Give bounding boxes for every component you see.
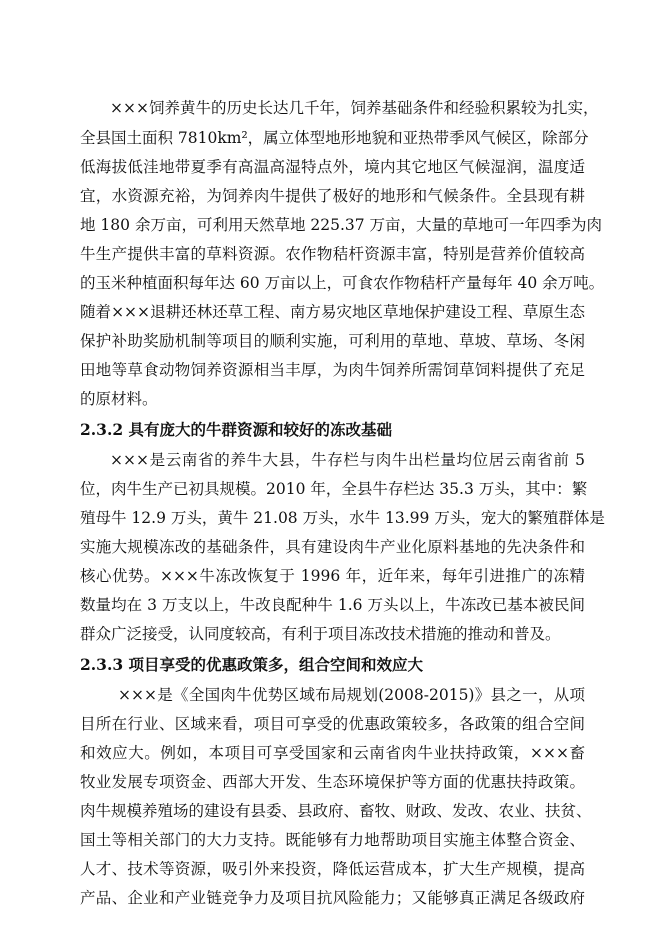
paragraph-line: 低海拔低洼地带夏季有高温高湿特点外，境内其它地区气候湿润，温度适 xyxy=(80,158,585,176)
paragraph-line: 牛生产提供丰富的草料资源。农作物秸杆资源丰富，特别是营养价值较高 xyxy=(80,245,585,263)
paragraph-line: 肉牛规模养殖场的建设有县委、县政府、畜牧、财政、发改、农业、扶贫、 xyxy=(80,802,592,820)
paragraph-line: 国土等相关部门的大力支持。既能够有力地帮助项目实施主体整合资金、 xyxy=(80,831,585,849)
paragraph-line: 的原材料。 xyxy=(80,390,158,408)
paragraph-line: 核心优势。×××牛冻改恢复于 1996 年，近年来，每年引进推广的冻精 xyxy=(80,567,585,585)
paragraph-line: 牧业发展专项资金、西部大开发、生态环境保护等方面的优惠扶持政策。 xyxy=(80,773,585,791)
paragraph-line: 殖母牛 12.9 万头，黄牛 21.08 万头，水牛 13.99 万头，宠大的繁殖群体是 xyxy=(80,509,605,527)
paragraph-line: 数量均在 3 万支以上，牛改良配种牛 1.6 万头以上，牛冻改已基本被民间 xyxy=(80,596,585,614)
paragraph-line: 全县国土面积 7810km²，属立体型地形地貌和亚热带季风气候区，除部分 xyxy=(80,129,589,147)
paragraph-line: 人才、技术等资源，吸引外来投资，降低运营成本，扩大生产规模，提高 xyxy=(80,860,585,878)
paragraph-line: 和效应大。例如，本项目可享受国家和云南省肉牛业扶持政策，×××畜 xyxy=(80,744,585,762)
paragraph-line: 地 180 余万亩，可利用天然草地 225.37 万亩，大量的草地可一年四季为肉 xyxy=(80,216,603,234)
paragraph-line: 田地等草食动物饲养资源相当丰厚，为肉牛饲养所需饲草饲料提供了充足 xyxy=(80,361,585,379)
paragraph-line: 群众广泛接受，认同度较高，有利于项目冻改技术措施的推动和普及。 xyxy=(80,625,561,643)
paragraph-line: 宜，水资源充裕，为饲养肉牛提供了极好的地形和气候条件。全县现有耕 xyxy=(80,187,585,205)
paragraph-line: 的玉米种植面积每年达 60 万亩以上，可食农作物秸杆产量每年 40 余万吨。 xyxy=(80,274,605,292)
paragraph-line: ×××是《全国肉牛优势区域布局规划(2008-2015)》县之一，从项 xyxy=(118,686,585,704)
paragraph-line: 实施大规模冻改的基础条件，具有建设肉牛产业化原料基地的先决条件和 xyxy=(80,538,585,556)
paragraph-line: 保护补助奖励机制等项目的顺利实施，可利用的草地、草坡、草场、冬闲 xyxy=(80,332,585,350)
paragraph-line: ×××饲养黄牛的历史长达几千年，饲养基础条件和经验积累较为扎实， xyxy=(110,99,599,117)
section-heading: 2.3.2 具有庞大的牛群资源和较好的冻改基础 xyxy=(80,420,393,439)
paragraph-line: 产品、企业和产业链竞争力及项目抗风险能力；又能够真正满足各级政府 xyxy=(80,889,585,907)
section-heading: 2.3.3 项目享受的优惠政策多，组合空间和效应大 xyxy=(80,655,424,674)
paragraph-line: 目所在行业、区域来看，项目可享受的优惠政策较多，各政策的组合空间 xyxy=(80,715,585,733)
paragraph-line: 随着×××退耕还林还草工程、南方易灾地区草地保护建设工程、草原生态 xyxy=(80,303,585,321)
paragraph-line: ×××是云南省的养牛大县，牛存栏与肉牛出栏量均位居云南省前 5 xyxy=(110,451,585,469)
paragraph-line: 位，肉牛生产已初具规模。2010 年，全县牛存栏达 35.3 万头，其中：繁 xyxy=(80,480,588,498)
